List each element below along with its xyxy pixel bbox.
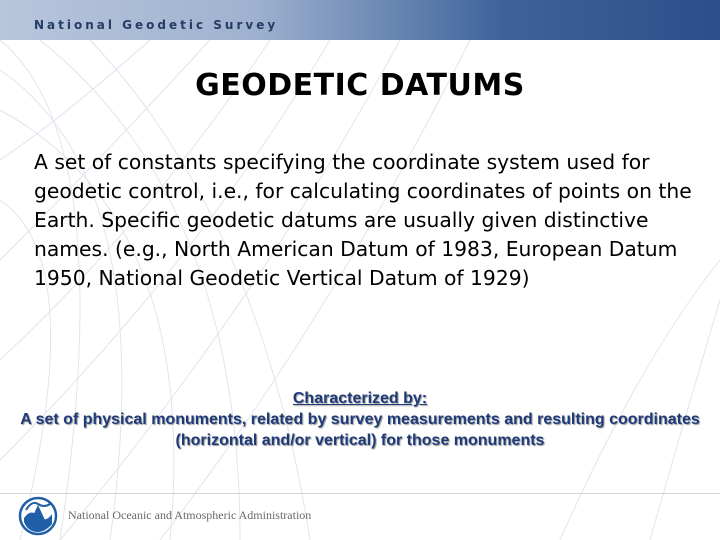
characterized-by-block <box>0 388 720 451</box>
agency-name: National Oceanic and Atmospheric Administration <box>68 508 312 522</box>
header-bar <box>0 0 720 40</box>
header-title: National Geodetic Survey <box>34 18 279 32</box>
noaa-logo-icon <box>18 496 58 536</box>
characterized-body: A set of physical monuments, related by survey measurements and resulting coordinates (horizontal and/or vertical) for those monuments <box>20 411 700 449</box>
characterized-heading: Characterized by: <box>292 390 428 407</box>
footer-divider <box>0 493 720 494</box>
slide-title: GEODETIC DATUMS <box>195 68 525 103</box>
definition-paragraph: A set of constants specifying the coordinate system used for geodetic control, i.e., for calculating coordinates of points on the Earth. Specific geodetic datums are usually given distinctive names. (e.g., North American Datum of 1983, European Datum 1950, National Geodetic Vertical Datum of 1929) <box>34 150 692 290</box>
